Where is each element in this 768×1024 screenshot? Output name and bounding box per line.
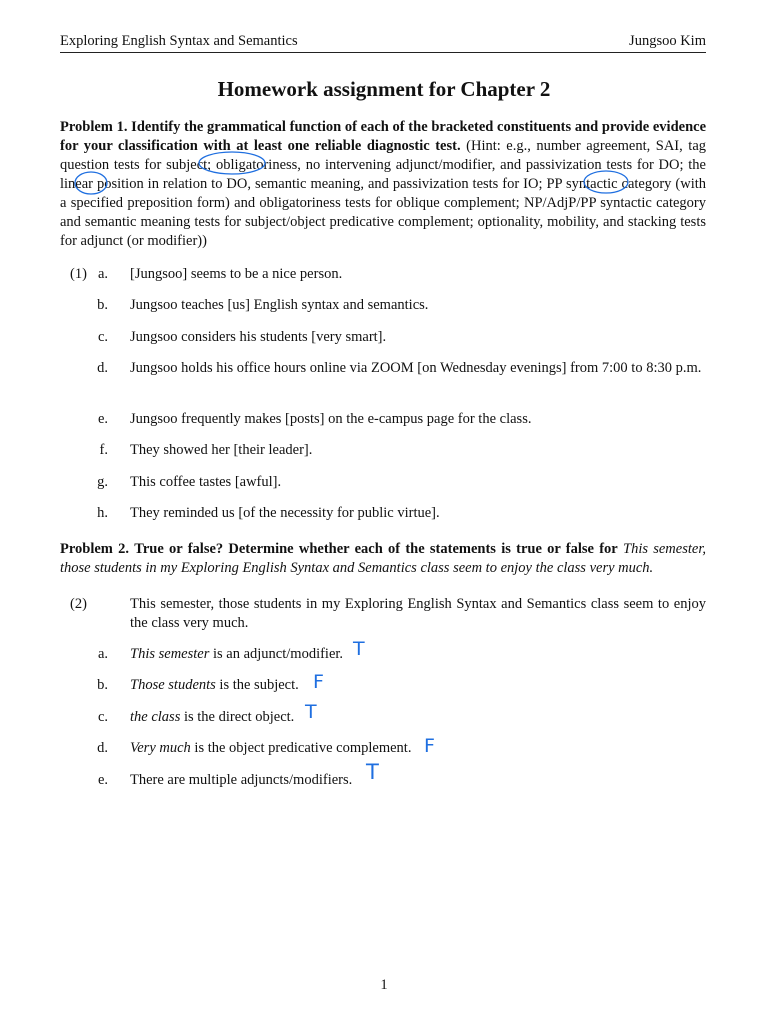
- handwritten-answer: F: [313, 671, 324, 693]
- item-rest: is the direct object.: [180, 709, 295, 725]
- page-number: 1: [380, 977, 388, 993]
- item-label: g.: [97, 474, 108, 490]
- handwritten-answer: T: [305, 701, 317, 723]
- header-author: Jungsoo Kim: [629, 33, 706, 49]
- item-italic: This semester: [130, 646, 210, 662]
- item-label: f.: [99, 442, 108, 458]
- document-page: Exploring English Syntax and Semantics Jungsoo Kim Homework assignment for Chapter 2 Problem 1. Identify the grammatical function of each of the bracketed constituents and provide evidence for your classification with at least one reliable diagnostic test. (Hint: e.g., number agreement, SAI, tag question tests for subject; obligatoriness, no intervening adjunct/modifier, and passivization tests for DO; the linear position in relation to DO, semantic meaning, and passivization tests for IO; PP syntactic category (with a specified preposition form) and obligatoriness tests for oblique complement; NP/AdjP/PP syntactic category and semantic meaning tests for subject/object predicative complement; optionality, mobility, and stacking tests for adjunct (or modifier)) (1) a. [Jungsoo] seems to be a nice person. b. Jungsoo teaches [us] English syntax and semantics. c. Jungsoo considers his students [very smart]. d. Jungsoo holds his office hours online via ZOOM [on Wednesday evenings] from 7:00 to 8:30 p.m. e. Jungsoo frequently makes [posts] on the e-campus page for the class. f. They showed her [their leader]. g. This coffee tastes [awful]. h. They reminded us [of the necessity for public virtue]. Problem 2. True or false? Determine whether each of the statements is true or false for This semester, those students in my Exploring English Syntax and Semantics class seem to enjoy the class very much. (2) This semester, those students in my Exploring English Syntax and Semantics class seem to enjoy the class very much. a. This semester is an adjunct/modifier. T b. Those students is the subject. F c. the class is the direct object. T d. Very much is the object predicative complement. F e. There are multiple adjuncts/modifiers. T 1: [0, 0, 768, 1024]
- problem1-hint: (Hint: e.g., number agreement, SAI, tag question tests for subject; obligatoriness, no intervening adjunct/modifier, and passivization tests for DO; the linear position in relation to DO, semantic meaning, and passivization tests for IO; PP syntactic category (with a specified preposition form) and obligatoriness tests for oblique complement; NP/AdjP/PP syntactic category and semantic meaning tests for subject/object predicative complement; optionality, mobility, and stacking tests for adjunct (or modifier)): [60, 138, 707, 249]
- handwritten-answer: T: [353, 638, 365, 660]
- handwritten-answer: T: [366, 760, 379, 784]
- running-header: [60, 33, 706, 53]
- item-italic: the class: [130, 709, 181, 725]
- item-text: [Jungsoo] seems to be a nice person.: [130, 266, 343, 282]
- problem2-instruction: True or false? Determine whether each of the statements is true or false for: [134, 541, 618, 557]
- item-rest: There are multiple adjuncts/modifiers.: [130, 772, 353, 788]
- problem2-label: Problem 2.: [60, 541, 130, 557]
- item-text: [130, 676, 706, 695]
- item-text: [130, 771, 706, 790]
- item-text: Jungsoo considers his students [very smart].: [130, 329, 387, 345]
- header-course-title: Exploring English Syntax and Semantics: [60, 33, 298, 49]
- item-text: They reminded us [of the necessity for public virtue].: [130, 505, 440, 521]
- item-label: c.: [97, 329, 108, 345]
- item-rest: is the object predicative complement.: [190, 740, 412, 756]
- page-title: Homework assignment for Chapter 2: [217, 77, 551, 101]
- item-text: They showed her [their leader].: [130, 442, 313, 458]
- item-italic: Very much: [130, 740, 191, 756]
- item-label: c.: [97, 709, 108, 725]
- item-italic: Those students: [130, 677, 216, 693]
- problem2-paragraph: [60, 540, 706, 578]
- item-rest: is the subject.: [215, 677, 299, 693]
- item-rest: is an adjunct/modifier.: [209, 646, 344, 662]
- handwritten-answer: F: [424, 735, 435, 757]
- item-label: a.: [97, 266, 108, 282]
- item-label: b.: [97, 297, 108, 313]
- item-text: Jungsoo teaches [us] English syntax and semantics.: [130, 297, 429, 313]
- item-label: h.: [97, 505, 108, 521]
- item-label: d.: [97, 360, 108, 376]
- problem1-paragraph: [60, 118, 706, 251]
- problem2-italic-sentence: This semester, those students in my Exploring English Syntax and Semantics class seem to enjoy the class very much.: [60, 541, 706, 576]
- item-label: a.: [97, 646, 108, 662]
- item-label: d.: [97, 740, 108, 756]
- item-label: b.: [97, 677, 108, 693]
- example-2-number: (2): [70, 596, 87, 612]
- item-text: Jungsoo holds his office hours online via ZOOM [on Wednesday evenings] from 7:00 to 8:30 p.m.: [130, 360, 702, 376]
- item-text: [130, 708, 706, 727]
- problem1-instruction: Identify the grammatical function of each of the bracketed constituents and provide evidence for your classification with at least one reliable diagnostic test.: [60, 119, 707, 154]
- problem1-label: Problem 1.: [60, 119, 128, 135]
- item-label: e.: [97, 411, 108, 427]
- item-label: e.: [97, 772, 108, 788]
- item-text: [130, 645, 706, 664]
- item-text: This coffee tastes [awful].: [130, 474, 282, 490]
- example-2-sentence: This semester, those students in my Exploring English Syntax and Semantics class seem to enjoy the class very much.: [130, 596, 706, 631]
- item-text: [130, 735, 706, 758]
- item-text: Jungsoo frequently makes [posts] on the e-campus page for the class.: [130, 411, 532, 427]
